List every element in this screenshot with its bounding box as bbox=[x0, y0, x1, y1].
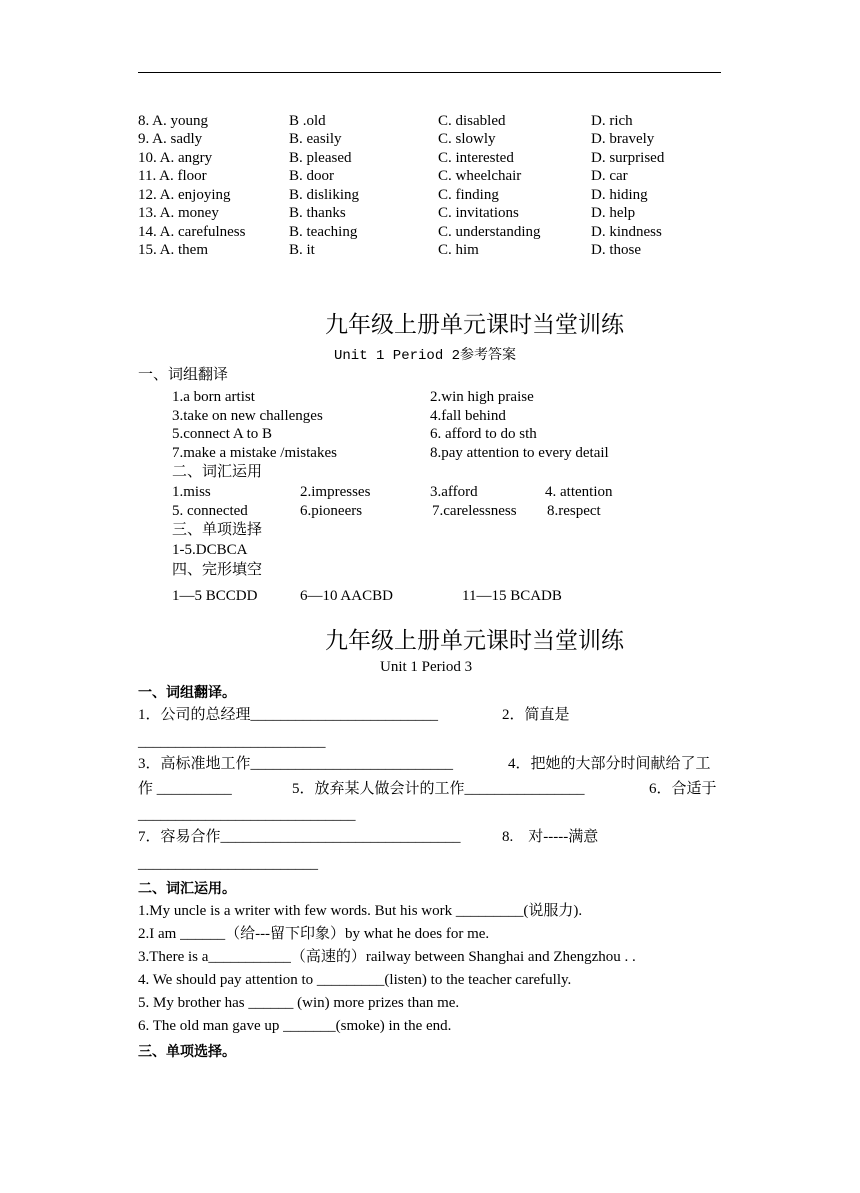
mc-option: B. it bbox=[289, 242, 315, 258]
answer-blank[interactable]: _________________________ bbox=[138, 734, 326, 750]
vocab-answer: 6.pioneers bbox=[300, 503, 363, 519]
exercise-item: 3.There is a___________（高速的）railway between Shanghai and Zhengzhou . . bbox=[138, 949, 636, 965]
mc-option: 12. A. enjoying bbox=[138, 187, 231, 203]
mc-option: B. disliking bbox=[289, 187, 360, 203]
mc-option: D. surprised bbox=[591, 150, 665, 166]
mc-option: 14. A. carefulness bbox=[138, 224, 246, 240]
mc-option: 10. A. angry bbox=[138, 150, 213, 166]
vocab-answer: 2.impresses bbox=[300, 484, 371, 500]
mc-option: D. car bbox=[591, 168, 628, 184]
header-rule bbox=[138, 72, 721, 73]
exercise-item: 1.My uncle is a writer with few words. But his work _________(说服力). bbox=[138, 903, 583, 919]
exercise-item: 6．合适于 bbox=[649, 781, 717, 797]
answer-blank[interactable]: _____________________________ bbox=[138, 807, 356, 823]
mc-option: C. interested bbox=[438, 150, 514, 166]
vocab-answer: 5. connected bbox=[172, 503, 248, 519]
phrase-answer: 6. afford to do sth bbox=[430, 426, 537, 442]
mc-option: B. door bbox=[289, 168, 334, 184]
mc-option: C. disabled bbox=[438, 113, 506, 129]
mc-option: 13. A. money bbox=[138, 205, 219, 221]
vocab-answer: 1.miss bbox=[172, 484, 211, 500]
phrase-answer: 2.win high praise bbox=[430, 389, 534, 405]
exercise-item: 4. We should pay attention to _________(listen) to the teacher carefully. bbox=[138, 972, 572, 988]
mc-option: D. kindness bbox=[591, 224, 662, 240]
exercise-item: 3．高标准地工作___________________________ bbox=[138, 756, 454, 772]
phrase-answer: 1.a born artist bbox=[172, 389, 255, 405]
exercise-item: 4．把她的大部分时间献给了工 bbox=[508, 756, 711, 772]
exercise-item: 作 __________ bbox=[138, 781, 232, 797]
vocab-answer: 8.respect bbox=[547, 503, 601, 519]
section-heading: 一、词组翻译。 bbox=[138, 685, 236, 701]
mc-option: D. rich bbox=[591, 113, 633, 129]
phrase-answer: 4.fall behind bbox=[430, 408, 506, 424]
section-heading: 三、单项选择。 bbox=[138, 1044, 236, 1060]
answers-title: 九年级上册单元课时当堂训练 bbox=[325, 312, 624, 337]
mc-option: D. bravely bbox=[591, 131, 655, 147]
mc-option: B. thanks bbox=[289, 205, 346, 221]
mc-option: D. hiding bbox=[591, 187, 648, 203]
exercise-item: 6. The old man gave up _______(smoke) in the end. bbox=[138, 1018, 452, 1034]
period3-subtitle: Unit 1 Period 3 bbox=[380, 659, 473, 675]
phrase-answer: 7.make a mistake /mistakes bbox=[172, 445, 337, 461]
cloze-answer: 11—15 BCADB bbox=[462, 588, 562, 604]
exercise-item: 2．简直是 bbox=[502, 707, 570, 723]
section-heading: 一、词组翻译 bbox=[138, 367, 229, 383]
exercise-item: 5．放弃某人做会计的工作________________ bbox=[292, 781, 585, 797]
mc-option: D. help bbox=[591, 205, 636, 221]
exercise-item: 8. 对-----满意 bbox=[502, 829, 599, 845]
answers-subtitle: Unit 1 Period 2参考答案 bbox=[334, 348, 517, 364]
mc-option: C. wheelchair bbox=[438, 168, 522, 184]
phrase-answer: 5.connect A to B bbox=[172, 426, 272, 442]
section-heading: 三、单项选择 bbox=[172, 522, 263, 538]
mc-option: 15. A. them bbox=[138, 242, 208, 258]
mc-option: 9. A. sadly bbox=[138, 131, 203, 147]
cloze-answer: 1—5 BCCDD bbox=[172, 588, 258, 604]
mc-option: D. those bbox=[591, 242, 641, 258]
mc-option: C. him bbox=[438, 242, 479, 258]
answer-blank[interactable]: ________________________ bbox=[138, 856, 318, 872]
exercise-item: 2.I am ______（给---留下印象）by what he does for me. bbox=[138, 926, 490, 942]
section-heading: 二、词汇运用 bbox=[172, 464, 263, 480]
single-choice-answer: 1-5.DCBCA bbox=[172, 542, 248, 558]
mc-option: B. teaching bbox=[289, 224, 358, 240]
mc-option: B .old bbox=[289, 113, 326, 129]
mc-option: C. understanding bbox=[438, 224, 541, 240]
mc-option: C. finding bbox=[438, 187, 499, 203]
exercise-item: 7．容易合作________________________________ bbox=[138, 829, 461, 845]
phrase-answer: 8.pay attention to every detail bbox=[430, 445, 609, 461]
mc-option: C. invitations bbox=[438, 205, 519, 221]
vocab-answer: 3.afford bbox=[430, 484, 478, 500]
exercise-item: 1．公司的总经理_________________________ bbox=[138, 707, 439, 723]
vocab-answer: 7.carelessness bbox=[432, 503, 517, 519]
exercise-item: 5. My brother has ______ (win) more prizes than me. bbox=[138, 995, 460, 1011]
phrase-answer: 3.take on new challenges bbox=[172, 408, 323, 424]
cloze-answer: 6—10 AACBD bbox=[300, 588, 393, 604]
mc-option: C. slowly bbox=[438, 131, 496, 147]
section-heading: 二、词汇运用。 bbox=[138, 881, 236, 897]
mc-option: 8. A. young bbox=[138, 113, 209, 129]
vocab-answer: 4. attention bbox=[545, 484, 613, 500]
section-heading: 四、完形填空 bbox=[172, 562, 263, 578]
mc-option: B. pleased bbox=[289, 150, 352, 166]
period3-title: 九年级上册单元课时当堂训练 bbox=[325, 628, 624, 653]
mc-option: 11. A. floor bbox=[138, 168, 207, 184]
mc-option: B. easily bbox=[289, 131, 342, 147]
